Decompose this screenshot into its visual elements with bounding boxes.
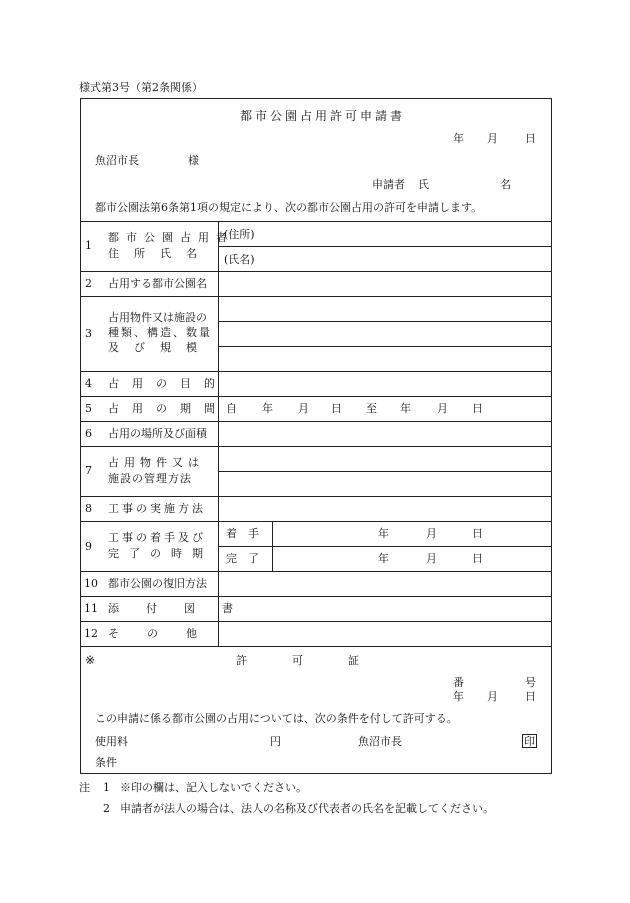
date-year: 年: [453, 132, 464, 145]
row-divider: [80, 396, 552, 397]
permit-ban: 番: [453, 676, 464, 689]
row-label: 占用物件又は施設の: [108, 311, 207, 324]
period-to: 至: [366, 402, 377, 415]
row-label: 都市公園占用者: [108, 231, 234, 244]
row-label: 完了の時期: [108, 547, 213, 560]
row-number: 6: [85, 427, 92, 440]
start-year: 年: [378, 527, 389, 540]
official-use-mark: ※: [85, 653, 96, 667]
period-day2: 日: [472, 402, 483, 415]
row-number: 8: [85, 502, 92, 515]
row-label: 工事の着手及び: [108, 531, 206, 544]
end-month: 月: [426, 552, 437, 565]
name-label: (氏名): [224, 253, 255, 266]
row-divider: [80, 371, 552, 372]
table-top-line: [80, 221, 552, 222]
date-day: 日: [525, 132, 536, 145]
row-label: 占用物件又は: [108, 456, 204, 469]
row-label: 種類、構造、数量: [108, 326, 212, 339]
addressee-honorific: 様: [188, 154, 199, 167]
row-number: 4: [85, 377, 92, 390]
permit-go: 号: [525, 676, 536, 689]
start-label: 着 手: [226, 527, 259, 540]
row-number: 7: [85, 464, 92, 477]
seal-mark: 印: [524, 735, 535, 748]
row-label: 施設の管理方法: [108, 472, 192, 485]
date-month: 月: [487, 132, 498, 145]
row-divider: [218, 346, 552, 347]
period-month1: 月: [298, 402, 309, 415]
row-label: そ の 他: [108, 627, 199, 640]
row9-sub-divider: [272, 521, 273, 571]
period-year1: 年: [262, 402, 273, 415]
row-divider: [80, 421, 552, 422]
row-divider: [80, 521, 552, 522]
row-label: 及 び 規 模: [108, 341, 199, 354]
end-year: 年: [378, 552, 389, 565]
note-number: 2: [103, 802, 110, 815]
form-id: 様式第3号（第2条関係）: [79, 81, 203, 94]
note-number: 1: [103, 781, 110, 794]
applicant-label: 申請者: [372, 178, 405, 191]
end-label: 完 了: [226, 552, 259, 565]
row-label: 工事の実施方法: [108, 502, 206, 515]
notes-prefix: 注: [79, 781, 90, 794]
note-text: 申請者が法人の場合は、法人の名称及び代表者の氏名を記載してください。: [120, 802, 494, 815]
row-label: 住 所 氏 名: [108, 247, 199, 260]
label-column-divider: [218, 221, 219, 646]
row-label: 添 付 図 書: [108, 602, 241, 615]
permit-year: 年: [453, 690, 464, 703]
permit-title: 許 可 証: [236, 654, 362, 667]
end-day: 日: [472, 552, 483, 565]
row-divider: [80, 596, 552, 597]
fee-yen: 円: [270, 735, 281, 748]
row-divider: [218, 321, 552, 322]
row-label: 占 用 の 目 的: [108, 377, 216, 390]
row-number: 11: [84, 602, 98, 615]
start-month: 月: [426, 527, 437, 540]
row-number: 9: [85, 540, 92, 553]
address-label: (住所): [224, 228, 255, 241]
applicant-mei: 名: [500, 178, 511, 191]
period-month2: 月: [437, 402, 448, 415]
applicant-shi: 氏: [418, 178, 429, 191]
row-label: 占 用 の 期 間: [108, 402, 216, 415]
row-divider: [80, 571, 552, 572]
row-label: 都市公園の復旧方法: [108, 577, 207, 590]
row-divider: [80, 271, 552, 272]
row-divider: [218, 246, 552, 247]
period-year2: 年: [400, 402, 411, 415]
row-number: 5: [85, 402, 92, 415]
row-divider: [218, 471, 552, 472]
period-from: 自: [226, 402, 237, 415]
row-number: 10: [84, 577, 98, 590]
period-day1: 日: [331, 402, 342, 415]
row-number: 2: [85, 277, 92, 290]
permit-month: 月: [487, 690, 498, 703]
row-divider: [80, 296, 552, 297]
row-number: 3: [85, 327, 92, 340]
intro-text: 都市公園法第6条第1項の規定により、次の都市公園占用の許可を申請します。: [95, 201, 483, 214]
note-text: ※印の欄は、記入しないでください。: [120, 781, 307, 794]
row-divider: [80, 496, 552, 497]
permit-day: 日: [525, 690, 536, 703]
fee-label: 使用料: [95, 735, 128, 748]
row-number: 12: [84, 627, 98, 640]
start-day: 日: [472, 527, 483, 540]
conditions-label: 条件: [95, 756, 117, 769]
permit-statement: この申請に係る都市公園の占用については、次の条件を付して許可する。: [95, 712, 458, 725]
row-label: 占用する都市公園名: [108, 277, 207, 290]
row-divider: [218, 546, 552, 547]
row-number: 1: [85, 239, 92, 252]
row-divider: [80, 621, 552, 622]
row-label: 占用の場所及び面積: [108, 427, 207, 440]
row-divider: [80, 446, 552, 447]
table-bottom-line: [80, 646, 552, 647]
form-title: 都市公園占用許可申請書: [240, 109, 406, 123]
mayor-label: 魚沼市長: [358, 735, 402, 748]
addressee-name: 魚沼市長: [95, 154, 139, 167]
